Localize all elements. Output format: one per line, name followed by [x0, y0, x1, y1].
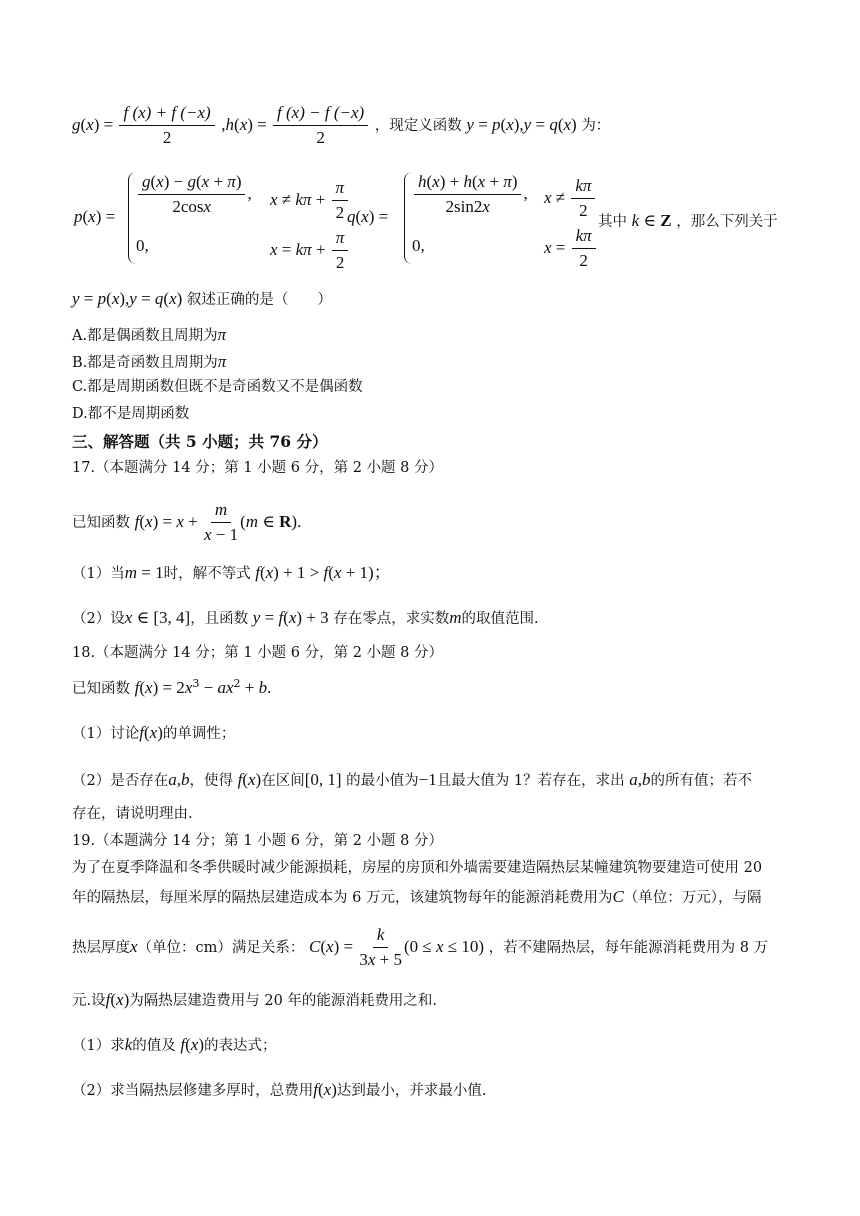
q-cond-2: x = $\frac{k\pi}{2}$ [544, 226, 598, 271]
q19-line1: 为了在夏季降温和冬季供暖时减少能源损耗，房屋的房顶和外墙需要建造隔热层某幢建筑物要建造可使用 20 [72, 860, 763, 876]
q19-line2: 年的隔热层，每厘米厚的隔热层建造成本为 6 万元，该建筑物每年的能源消耗费用为C（单位：万元），与隔 [72, 887, 762, 906]
q17-header: 17.（本题满分 14 分；第 1 小题 6 分，第 2 小题 8 分） [72, 460, 444, 476]
q-case-1: $\frac{h(x) + h(x + \pi)}{2\sin 2x}$ , [412, 172, 528, 217]
q19-line3: 热层厚度x（单位：cm）满足关系： C(x) = $\frac{k}{3x + 5}$ (0 ≤ x ≤ 10) ，若不建隔热层，每年能源消耗费用为 8 万 [72, 925, 769, 970]
q18-part2-cont: 存在，请说明理由. [72, 806, 193, 822]
q17-part2: （2）设x ∈ [3, 4]，且函数 y = f(x) + 3 存在零点，求实数m的取值范围. [72, 608, 539, 627]
option-b: B.都是奇函数且周期为π [72, 352, 227, 371]
q18-stem: 已知函数 $f(x) = 2x^3 - ax^2 + b$. [72, 677, 272, 697]
option-d: D.都不是周期函数 [72, 406, 190, 422]
p-case-2: 0, [136, 236, 149, 255]
q19-part1: （1）求k的值及 f(x)的表达式； [72, 1035, 277, 1054]
gh-definition-line: g(x) = $\frac{f (x) + f (-x)}{2}$ ,h(x) = $\frac{f (x) - f (-x)}{2}$ ，现定义函数 y = p(x),y = q(x) 为： [72, 103, 611, 148]
option-a: A.都是偶函数且周期为π [72, 325, 227, 344]
q18-part2: （2）是否存在a,b，使得 f(x)在区间[0, 1] 的最小值为−1且最大值为 1？若存在，求出 a,b的所有值；若不 [72, 770, 752, 789]
q18-header: 18.（本题满分 14 分；第 1 小题 6 分，第 2 小题 8 分） [72, 645, 444, 661]
q19-part2: （2）求当隔热层修建多厚时，总费用f(x)达到最小，并求最小值. [72, 1080, 487, 1099]
q17-part1: （1）当m = 1时，解不等式 f(x) + 1 > f(x + 1)； [72, 563, 391, 582]
p-function-label: p(x) = [74, 207, 116, 226]
p-case-1: $\frac{g(x) - g(x + \pi)}{2\cos x}$ , [136, 172, 252, 217]
p-cond-1: x ≠ kπ + $\frac{\pi}{2}$ [270, 178, 350, 223]
definition-text: ，现定义函数 [374, 117, 462, 134]
q18-part1: （1）讨论f(x)的单调性； [72, 723, 236, 742]
section-title: 三、解答题（共 5 小题；共 76 分） [72, 432, 328, 451]
option-c: C.都是周期函数但既不是奇函数又不是偶函数 [72, 379, 363, 395]
q16-stem: y = p(x),y = q(x) 叙述正确的是（ ） [72, 289, 332, 308]
q19-line4: 元.设f(x)为隔热层建造费用与 20 年的能源消耗费用之和. [72, 990, 438, 1009]
q-function-label: q(x) = [347, 207, 389, 226]
q17-stem: 已知函数 f(x) = x + $\frac{m}{x - 1}$ (m ∈ R). [72, 500, 302, 545]
q-case-2: 0, [412, 236, 425, 255]
piecewise-suffix: 其中 k ∈ Z ，那么下列关于 [598, 211, 778, 230]
q-cond-1: x ≠ $\frac{k\pi}{2}$ [544, 176, 597, 221]
p-cond-2: x = kπ + $\frac{\pi}{2}$ [270, 228, 350, 273]
q19-header: 19.（本题满分 14 分；第 1 小题 6 分，第 2 小题 8 分） [72, 833, 444, 849]
definition-wei: 为： [581, 117, 611, 134]
